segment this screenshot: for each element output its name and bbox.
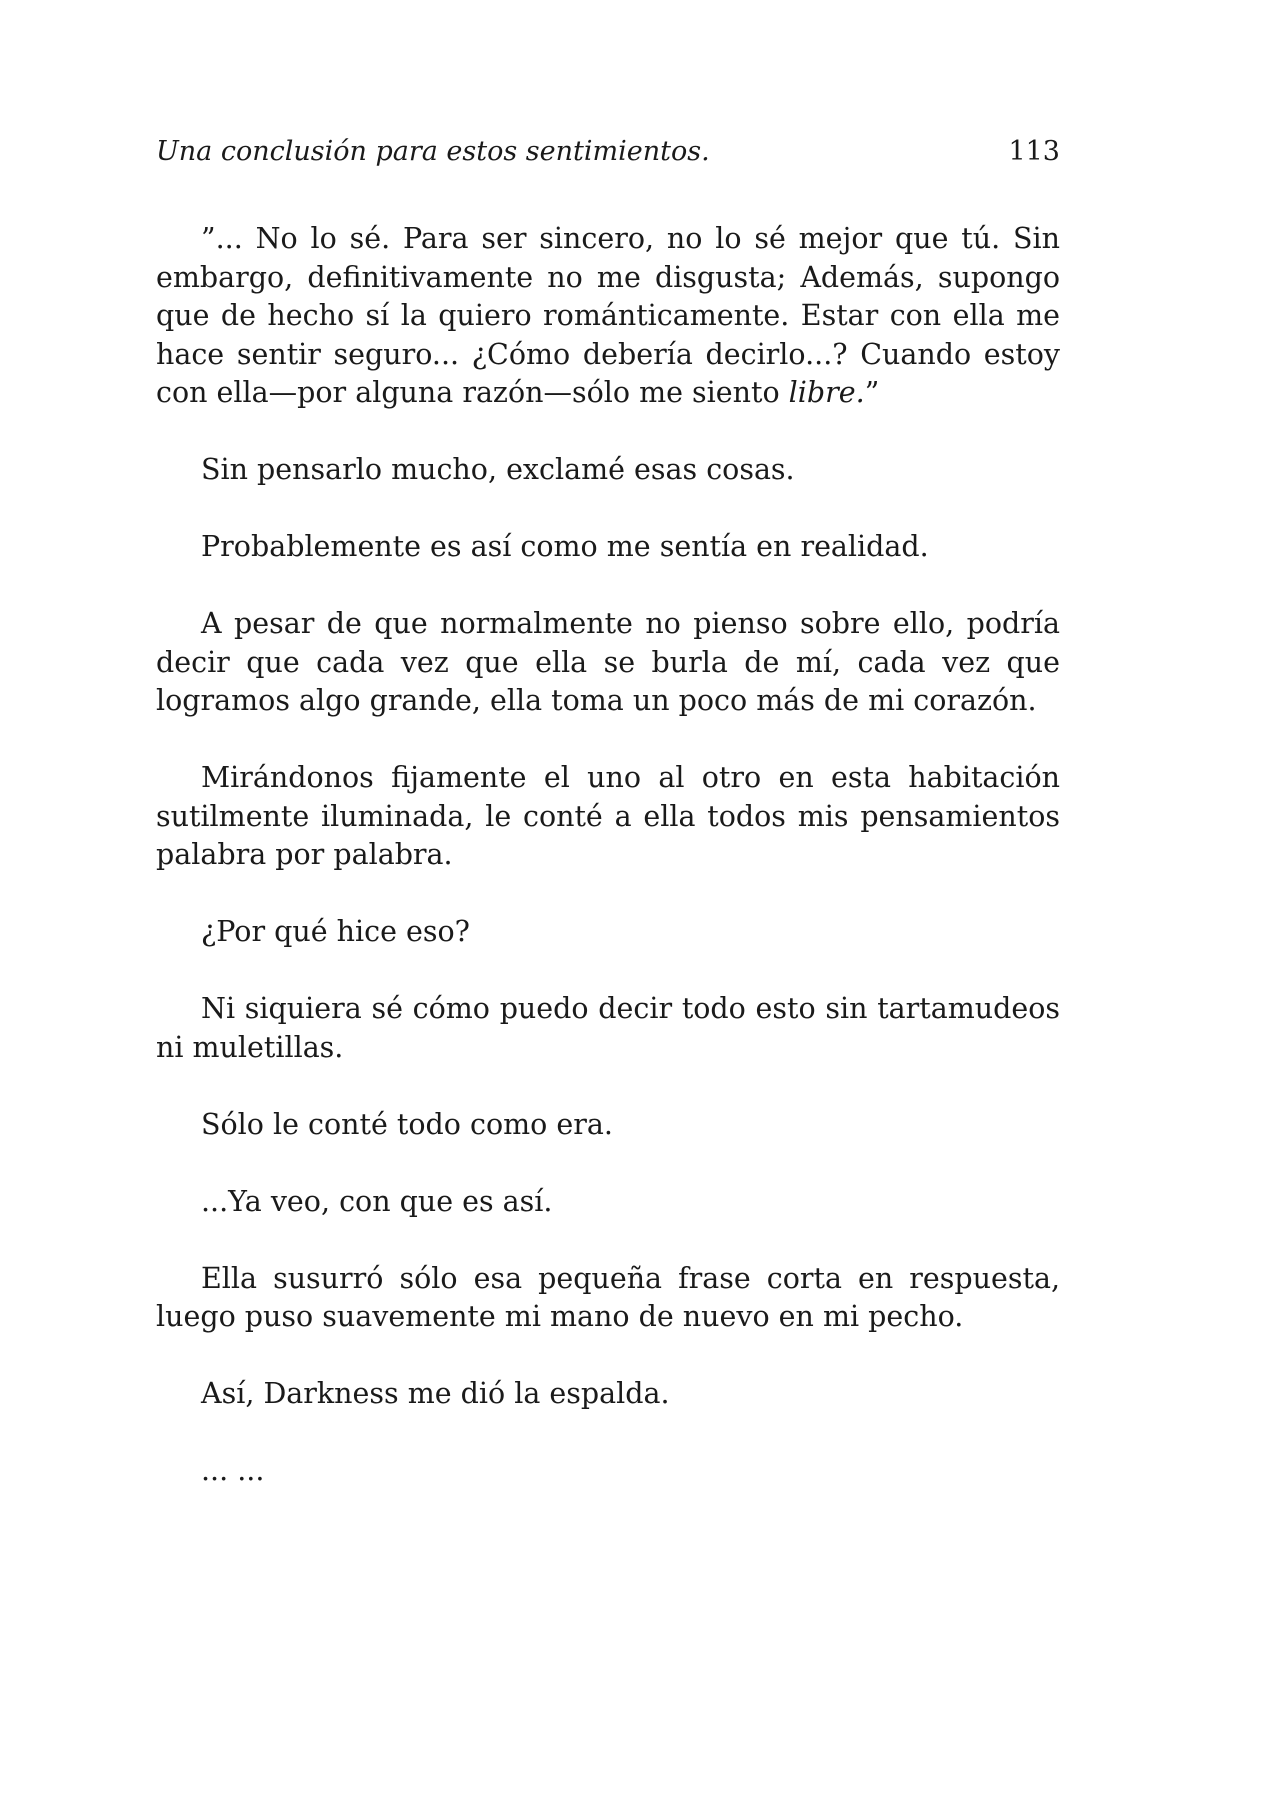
running-header <box>156 132 1060 172</box>
paragraph: Sólo le conté todo como era. <box>201 1107 613 1141</box>
paragraph: Ella susurró sólo esa pequeña frase corta en respuesta, luego puso suavemente mi mano de nuevo en mi pecho. <box>156 1261 1060 1333</box>
book-page <box>156 0 1060 1807</box>
paragraph-text: ”... No lo sé. Para ser sincero, no lo sé mejor que tú. Sin embargo, definitivamente no me disgusta; Además, supongo que de hecho sí la quiero románticamente. Estar con ella me hace sentir seguro... ¿Cómo debería decirlo...? Cuando estoy con ella—por alguna razón—sólo me siento <box>156 222 1060 409</box>
paragraph: Probablemente es así como me sentía en realidad. <box>201 530 929 563</box>
page-number: 113 <box>1008 136 1060 167</box>
closing-quote: ” <box>864 376 880 409</box>
body-text <box>156 220 1060 1529</box>
paragraph: ... ... <box>201 1454 265 1487</box>
paragraph <box>156 220 1060 413</box>
paragraph: ¿Por qué hice eso? <box>201 915 470 948</box>
paragraph: Sin pensarlo mucho, exclamé esas cosas. <box>201 453 795 486</box>
chapter-title: Una conclusión para estos sentimientos. <box>156 136 710 167</box>
paragraph: Mirándonos fijamente el uno al otro en esta habitación sutilmente iluminada, le conté a ella todos mis pensamientos palabra por palabra. <box>156 761 1060 871</box>
paragraph: Ni siquiera sé cómo puedo decir todo esto sin tartamudeos ni muletillas. <box>156 992 1060 1064</box>
paragraph: ...Ya veo, con que es así. <box>201 1184 553 1218</box>
paragraph: A pesar de que normalmente no pienso sobre ello, podría decir que cada vez que ella se burla de mí, cada vez que logramos algo grande, ella toma un poco más de mi corazón. <box>156 607 1060 717</box>
paragraph: Así, Darkness me dió la espalda. <box>201 1377 670 1410</box>
emphasized-word: libre. <box>788 376 865 409</box>
